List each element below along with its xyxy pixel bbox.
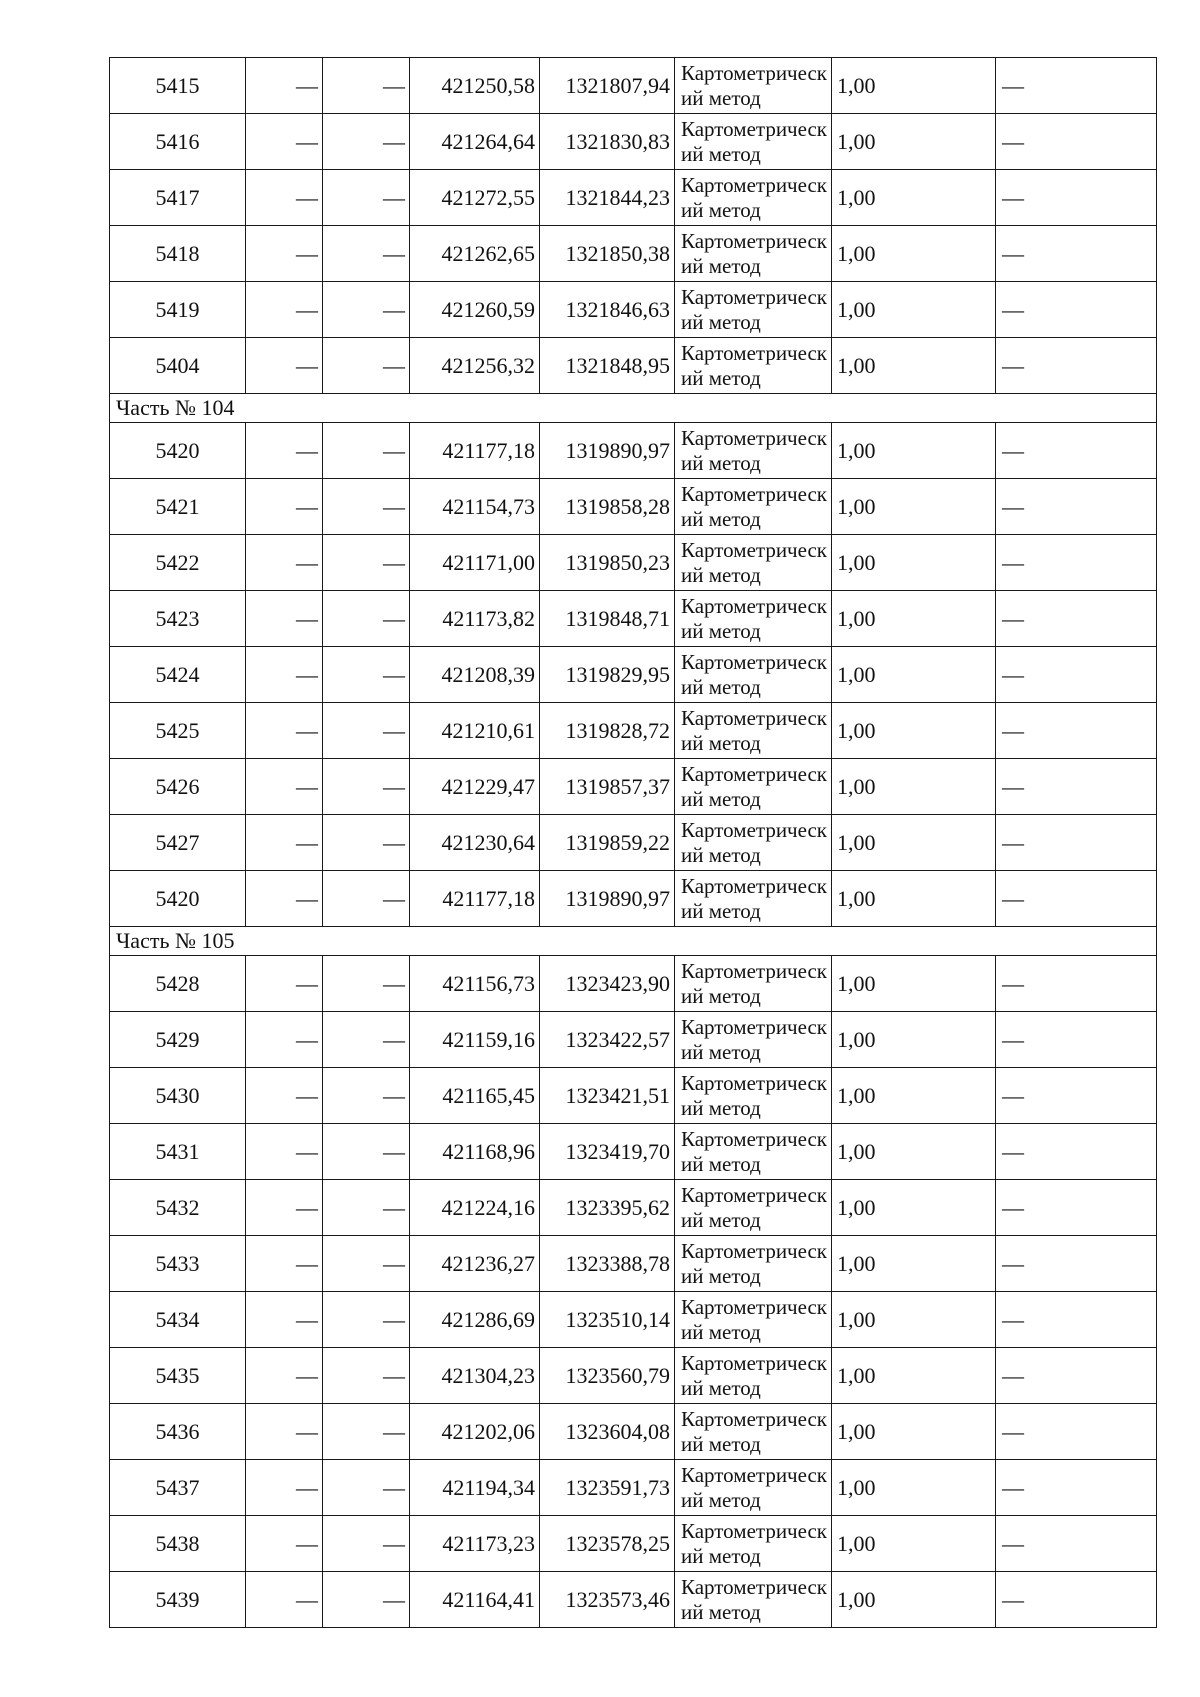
method-cell: Картометрический метод <box>675 703 832 759</box>
accuracy-cell: 1,00 <box>832 1572 996 1628</box>
note-cell: — <box>996 815 1157 871</box>
accuracy-cell: 1,00 <box>832 1292 996 1348</box>
empty-value-cell: — <box>246 815 323 871</box>
coord-x-cell: 421171,00 <box>410 535 540 591</box>
table-row <box>110 815 1157 871</box>
empty-value-cell: — <box>246 1180 323 1236</box>
note-cell: — <box>996 1236 1157 1292</box>
accuracy-cell: 1,00 <box>832 759 996 815</box>
empty-value-cell: — <box>323 1348 410 1404</box>
accuracy-cell: 1,00 <box>832 703 996 759</box>
coord-y-cell: 1323422,57 <box>540 1012 675 1068</box>
empty-value-cell: — <box>323 1236 410 1292</box>
point-number-cell: 5433 <box>110 1236 246 1292</box>
method-cell: Картометрический метод <box>675 815 832 871</box>
empty-value-cell: — <box>246 759 323 815</box>
accuracy-cell: 1,00 <box>832 170 996 226</box>
empty-value-cell: — <box>246 282 323 338</box>
coord-x-cell: 421229,47 <box>410 759 540 815</box>
point-number-cell: 5436 <box>110 1404 246 1460</box>
point-number-cell: 5415 <box>110 58 246 114</box>
method-cell: Картометрический метод <box>675 1404 832 1460</box>
coord-y-cell: 1319890,97 <box>540 871 675 927</box>
coord-y-cell: 1323423,90 <box>540 956 675 1012</box>
coord-x-cell: 421173,23 <box>410 1516 540 1572</box>
point-number-cell: 5420 <box>110 423 246 479</box>
note-cell: — <box>996 1068 1157 1124</box>
point-number-cell: 5435 <box>110 1348 246 1404</box>
empty-value-cell: — <box>246 591 323 647</box>
table-row <box>110 1124 1157 1180</box>
table-body <box>110 58 1157 1628</box>
empty-value-cell: — <box>246 479 323 535</box>
method-cell: Картометрический метод <box>675 647 832 703</box>
empty-value-cell: — <box>246 703 323 759</box>
coord-x-cell: 421224,16 <box>410 1180 540 1236</box>
empty-value-cell: — <box>246 871 323 927</box>
method-cell: Картометрический метод <box>675 1572 832 1628</box>
empty-value-cell: — <box>323 956 410 1012</box>
empty-value-cell: — <box>246 226 323 282</box>
accuracy-cell: 1,00 <box>832 58 996 114</box>
point-number-cell: 5428 <box>110 956 246 1012</box>
empty-value-cell: — <box>246 1348 323 1404</box>
method-cell: Картометрический метод <box>675 1460 832 1516</box>
coord-x-cell: 421159,16 <box>410 1012 540 1068</box>
accuracy-cell: 1,00 <box>832 1348 996 1404</box>
empty-value-cell: — <box>323 423 410 479</box>
empty-value-cell: — <box>246 1404 323 1460</box>
table-row <box>110 1460 1157 1516</box>
method-cell: Картометрический метод <box>675 871 832 927</box>
coord-x-cell: 421173,82 <box>410 591 540 647</box>
point-number-cell: 5429 <box>110 1012 246 1068</box>
coord-x-cell: 421177,18 <box>410 423 540 479</box>
empty-value-cell: — <box>323 815 410 871</box>
empty-value-cell: — <box>246 1572 323 1628</box>
coord-y-cell: 1321830,83 <box>540 114 675 170</box>
point-number-cell: 5432 <box>110 1180 246 1236</box>
coord-y-cell: 1323395,62 <box>540 1180 675 1236</box>
table-row <box>110 647 1157 703</box>
coord-x-cell: 421165,45 <box>410 1068 540 1124</box>
coord-x-cell: 421250,58 <box>410 58 540 114</box>
coord-y-cell: 1321848,95 <box>540 338 675 394</box>
coord-y-cell: 1319857,37 <box>540 759 675 815</box>
coord-y-cell: 1319829,95 <box>540 647 675 703</box>
empty-value-cell: — <box>323 338 410 394</box>
point-number-cell: 5430 <box>110 1068 246 1124</box>
table-row <box>110 956 1157 1012</box>
table-row <box>110 1292 1157 1348</box>
coord-y-cell: 1321846,63 <box>540 282 675 338</box>
table-row <box>110 871 1157 927</box>
coord-x-cell: 421154,73 <box>410 479 540 535</box>
table-row <box>110 114 1157 170</box>
point-number-cell: 5422 <box>110 535 246 591</box>
coord-x-cell: 421164,41 <box>410 1572 540 1628</box>
accuracy-cell: 1,00 <box>832 282 996 338</box>
empty-value-cell: — <box>323 1012 410 1068</box>
point-number-cell: 5418 <box>110 226 246 282</box>
method-cell: Картометрический метод <box>675 170 832 226</box>
coord-y-cell: 1323573,46 <box>540 1572 675 1628</box>
coordinates-table <box>109 57 1157 1628</box>
coord-y-cell: 1319850,23 <box>540 535 675 591</box>
note-cell: — <box>996 1012 1157 1068</box>
empty-value-cell: — <box>323 114 410 170</box>
table-row <box>110 759 1157 815</box>
point-number-cell: 5416 <box>110 114 246 170</box>
coord-x-cell: 421208,39 <box>410 647 540 703</box>
point-number-cell: 5427 <box>110 815 246 871</box>
coord-y-cell: 1321850,38 <box>540 226 675 282</box>
table-row <box>110 423 1157 479</box>
table-row <box>110 1236 1157 1292</box>
table-row <box>110 535 1157 591</box>
note-cell: — <box>996 1348 1157 1404</box>
empty-value-cell: — <box>246 423 323 479</box>
coord-x-cell: 421202,06 <box>410 1404 540 1460</box>
part-header-row <box>110 927 1157 956</box>
coord-y-cell: 1323388,78 <box>540 1236 675 1292</box>
method-cell: Картометрический метод <box>675 1180 832 1236</box>
empty-value-cell: — <box>246 1516 323 1572</box>
table-row <box>110 282 1157 338</box>
part-title: Часть № 104 <box>110 394 1157 423</box>
empty-value-cell: — <box>323 58 410 114</box>
empty-value-cell: — <box>323 1068 410 1124</box>
point-number-cell: 5426 <box>110 759 246 815</box>
point-number-cell: 5420 <box>110 871 246 927</box>
empty-value-cell: — <box>323 1180 410 1236</box>
point-number-cell: 5423 <box>110 591 246 647</box>
empty-value-cell: — <box>246 114 323 170</box>
coord-y-cell: 1319858,28 <box>540 479 675 535</box>
note-cell: — <box>996 1404 1157 1460</box>
accuracy-cell: 1,00 <box>832 647 996 703</box>
accuracy-cell: 1,00 <box>832 1460 996 1516</box>
table-row <box>110 479 1157 535</box>
method-cell: Картометрический метод <box>675 282 832 338</box>
empty-value-cell: — <box>246 338 323 394</box>
method-cell: Картометрический метод <box>675 1236 832 1292</box>
empty-value-cell: — <box>246 170 323 226</box>
empty-value-cell: — <box>323 1292 410 1348</box>
note-cell: — <box>996 1516 1157 1572</box>
coord-x-cell: 421177,18 <box>410 871 540 927</box>
empty-value-cell: — <box>323 1124 410 1180</box>
point-number-cell: 5438 <box>110 1516 246 1572</box>
accuracy-cell: 1,00 <box>832 1404 996 1460</box>
coord-x-cell: 421260,59 <box>410 282 540 338</box>
note-cell: — <box>996 956 1157 1012</box>
point-number-cell: 5404 <box>110 338 246 394</box>
note-cell: — <box>996 759 1157 815</box>
coord-y-cell: 1323578,25 <box>540 1516 675 1572</box>
coord-y-cell: 1321844,23 <box>540 170 675 226</box>
method-cell: Картометрический метод <box>675 58 832 114</box>
coord-x-cell: 421230,64 <box>410 815 540 871</box>
note-cell: — <box>996 1124 1157 1180</box>
note-cell: — <box>996 282 1157 338</box>
coord-y-cell: 1323560,79 <box>540 1348 675 1404</box>
note-cell: — <box>996 535 1157 591</box>
empty-value-cell: — <box>323 1404 410 1460</box>
note-cell: — <box>996 423 1157 479</box>
coord-y-cell: 1319890,97 <box>540 423 675 479</box>
empty-value-cell: — <box>323 759 410 815</box>
method-cell: Картометрический метод <box>675 956 832 1012</box>
empty-value-cell: — <box>323 535 410 591</box>
note-cell: — <box>996 170 1157 226</box>
method-cell: Картометрический метод <box>675 759 832 815</box>
point-number-cell: 5421 <box>110 479 246 535</box>
coord-y-cell: 1323510,14 <box>540 1292 675 1348</box>
accuracy-cell: 1,00 <box>832 1180 996 1236</box>
empty-value-cell: — <box>323 647 410 703</box>
table-row <box>110 338 1157 394</box>
coord-y-cell: 1321807,94 <box>540 58 675 114</box>
note-cell: — <box>996 58 1157 114</box>
empty-value-cell: — <box>323 226 410 282</box>
part-title: Часть № 105 <box>110 927 1157 956</box>
coord-y-cell: 1323591,73 <box>540 1460 675 1516</box>
method-cell: Картометрический метод <box>675 226 832 282</box>
method-cell: Картометрический метод <box>675 114 832 170</box>
table-row <box>110 1012 1157 1068</box>
coord-y-cell: 1319848,71 <box>540 591 675 647</box>
accuracy-cell: 1,00 <box>832 1516 996 1572</box>
note-cell: — <box>996 591 1157 647</box>
point-number-cell: 5417 <box>110 170 246 226</box>
note-cell: — <box>996 114 1157 170</box>
table-row <box>110 1404 1157 1460</box>
coord-x-cell: 421194,34 <box>410 1460 540 1516</box>
coord-x-cell: 421286,69 <box>410 1292 540 1348</box>
method-cell: Картометрический метод <box>675 1516 832 1572</box>
coord-x-cell: 421156,73 <box>410 956 540 1012</box>
table-row <box>110 1068 1157 1124</box>
empty-value-cell: — <box>323 871 410 927</box>
empty-value-cell: — <box>323 1572 410 1628</box>
note-cell: — <box>996 871 1157 927</box>
note-cell: — <box>996 226 1157 282</box>
empty-value-cell: — <box>323 1516 410 1572</box>
accuracy-cell: 1,00 <box>832 1068 996 1124</box>
point-number-cell: 5419 <box>110 282 246 338</box>
table-row <box>110 591 1157 647</box>
accuracy-cell: 1,00 <box>832 535 996 591</box>
empty-value-cell: — <box>246 1012 323 1068</box>
coord-x-cell: 421272,55 <box>410 170 540 226</box>
table-row <box>110 58 1157 114</box>
coord-x-cell: 421264,64 <box>410 114 540 170</box>
method-cell: Картометрический метод <box>675 338 832 394</box>
coord-x-cell: 421256,32 <box>410 338 540 394</box>
accuracy-cell: 1,00 <box>832 956 996 1012</box>
coord-x-cell: 421304,23 <box>410 1348 540 1404</box>
accuracy-cell: 1,00 <box>832 226 996 282</box>
note-cell: — <box>996 338 1157 394</box>
method-cell: Картометрический метод <box>675 1068 832 1124</box>
empty-value-cell: — <box>323 1460 410 1516</box>
empty-value-cell: — <box>323 479 410 535</box>
method-cell: Картометрический метод <box>675 423 832 479</box>
coord-y-cell: 1323604,08 <box>540 1404 675 1460</box>
part-header-row <box>110 394 1157 423</box>
coord-x-cell: 421168,96 <box>410 1124 540 1180</box>
coord-y-cell: 1319859,22 <box>540 815 675 871</box>
empty-value-cell: — <box>246 535 323 591</box>
empty-value-cell: — <box>246 1292 323 1348</box>
coord-x-cell: 421236,27 <box>410 1236 540 1292</box>
accuracy-cell: 1,00 <box>832 815 996 871</box>
empty-value-cell: — <box>323 591 410 647</box>
empty-value-cell: — <box>323 170 410 226</box>
empty-value-cell: — <box>246 58 323 114</box>
method-cell: Картометрический метод <box>675 1348 832 1404</box>
empty-value-cell: — <box>246 647 323 703</box>
coord-y-cell: 1323419,70 <box>540 1124 675 1180</box>
coord-y-cell: 1319828,72 <box>540 703 675 759</box>
empty-value-cell: — <box>246 1236 323 1292</box>
point-number-cell: 5439 <box>110 1572 246 1628</box>
table-row <box>110 1180 1157 1236</box>
accuracy-cell: 1,00 <box>832 479 996 535</box>
empty-value-cell: — <box>323 703 410 759</box>
accuracy-cell: 1,00 <box>832 1012 996 1068</box>
point-number-cell: 5434 <box>110 1292 246 1348</box>
note-cell: — <box>996 1460 1157 1516</box>
point-number-cell: 5425 <box>110 703 246 759</box>
empty-value-cell: — <box>246 956 323 1012</box>
table-row <box>110 226 1157 282</box>
accuracy-cell: 1,00 <box>832 1124 996 1180</box>
note-cell: — <box>996 703 1157 759</box>
point-number-cell: 5437 <box>110 1460 246 1516</box>
accuracy-cell: 1,00 <box>832 871 996 927</box>
table-row <box>110 703 1157 759</box>
note-cell: — <box>996 479 1157 535</box>
empty-value-cell: — <box>246 1124 323 1180</box>
note-cell: — <box>996 1180 1157 1236</box>
empty-value-cell: — <box>323 282 410 338</box>
point-number-cell: 5431 <box>110 1124 246 1180</box>
note-cell: — <box>996 1292 1157 1348</box>
accuracy-cell: 1,00 <box>832 338 996 394</box>
method-cell: Картометрический метод <box>675 479 832 535</box>
accuracy-cell: 1,00 <box>832 423 996 479</box>
accuracy-cell: 1,00 <box>832 1236 996 1292</box>
table-row <box>110 1348 1157 1404</box>
note-cell: — <box>996 647 1157 703</box>
accuracy-cell: 1,00 <box>832 591 996 647</box>
method-cell: Картометрический метод <box>675 535 832 591</box>
empty-value-cell: — <box>246 1460 323 1516</box>
table-row <box>110 1572 1157 1628</box>
empty-value-cell: — <box>246 1068 323 1124</box>
coord-y-cell: 1323421,51 <box>540 1068 675 1124</box>
coord-x-cell: 421210,61 <box>410 703 540 759</box>
method-cell: Картометрический метод <box>675 1012 832 1068</box>
table-row <box>110 170 1157 226</box>
method-cell: Картометрический метод <box>675 1292 832 1348</box>
method-cell: Картометрический метод <box>675 1124 832 1180</box>
table-row <box>110 1516 1157 1572</box>
coord-x-cell: 421262,65 <box>410 226 540 282</box>
point-number-cell: 5424 <box>110 647 246 703</box>
note-cell: — <box>996 1572 1157 1628</box>
accuracy-cell: 1,00 <box>832 114 996 170</box>
method-cell: Картометрический метод <box>675 591 832 647</box>
